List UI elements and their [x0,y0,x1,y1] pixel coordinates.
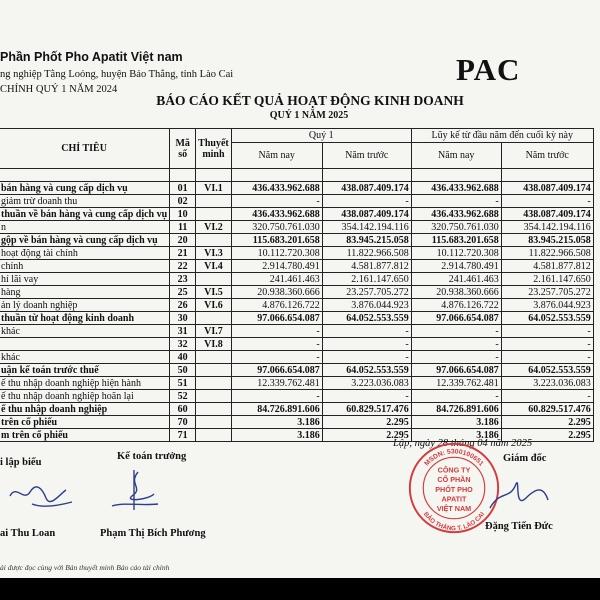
row-code: 31 [170,325,196,338]
row-luyke-nam-truoc: - [501,325,593,338]
row-quy-nam-truoc: - [322,351,411,364]
footnote: ải được đọc cùng với Bản thuyết minh Báo cáo tài chính [0,563,170,572]
preparer-signature [2,474,82,514]
row-code: 50 [170,364,196,377]
row-quy-nam-truoc: 60.829.517.476 [322,403,411,416]
table-row [0,208,593,221]
row-code: 20 [170,234,196,247]
row-luyke-nam-nay: 20.938.360.666 [411,286,501,299]
row-label: chính [0,260,170,273]
table-row [0,364,593,377]
table-row [0,195,593,208]
row-quy-nam-nay: 4.876.126.722 [231,299,322,312]
row-luyke-nam-truoc: - [501,390,593,403]
row-code: 60 [170,403,196,416]
row-code: 52 [170,390,196,403]
header-thuyet-minh: Thuyết minh [196,129,232,169]
table-row [0,234,593,247]
row-note [196,429,232,442]
row-luyke-nam-nay: - [411,390,501,403]
table-row [0,338,593,351]
table-row [0,325,593,338]
preparer-name: ai Thu Loan [0,528,56,539]
row-note: VI.4 [196,260,232,273]
row-quy-nam-nay: 97.066.654.087 [231,312,322,325]
director-signature [484,470,554,520]
row-luyke-nam-truoc: 23.257.705.272 [501,286,593,299]
row-quy-nam-truoc: - [322,338,411,351]
table-row [0,299,593,312]
row-luyke-nam-truoc: 64.052.553.559 [501,364,593,377]
accountant-signature [104,466,164,516]
row-quy-nam-truoc: 4.581.877.812 [322,260,411,273]
stamp-line3: APATIT [441,494,467,504]
row-code: 10 [170,208,196,221]
row-note: VI.3 [196,247,232,260]
row-luyke-nam-nay: 10.112.720.308 [411,247,501,260]
header-chi-tieu: CHỈ TIÊU [0,129,170,169]
row-quy-nam-truoc: 64.052.553.559 [322,364,411,377]
row-code: 71 [170,429,196,442]
report-subtitle: QUÝ 1 NĂM 2025 [269,110,349,121]
row-note [196,416,232,429]
row-quy-nam-nay: 12.339.762.481 [231,377,322,390]
table-row [0,221,593,234]
stamp-top-text: CÔNG TY [437,465,471,475]
row-label: thuần từ hoạt động kinh doanh [0,312,170,325]
row-label: hàng [0,286,170,299]
pac-logo: PAC [456,52,521,87]
table-row [0,260,593,273]
row-quy-nam-nay: 20.938.360.666 [231,286,322,299]
row-luyke-nam-nay: 2.914.780.491 [411,260,501,273]
row-note: VI.2 [196,221,232,234]
row-luyke-nam-nay: - [411,351,501,364]
row-quy-nam-truoc: 23.257.705.272 [322,286,411,299]
row-luyke-nam-truoc: 4.581.877.812 [501,260,593,273]
row-luyke-nam-nay: - [411,195,501,208]
table-row [0,312,593,325]
company-name: Phần Phốt Pho Apatit Việt nam [0,50,183,64]
row-quy-nam-truoc: 11.822.966.508 [322,247,411,260]
row-note: VI.7 [196,325,232,338]
row-quy-nam-truoc: 354.142.194.116 [322,221,411,234]
row-quy-nam-nay: 84.726.891.606 [231,403,322,416]
row-quy-nam-truoc: 3.876.044.923 [322,299,411,312]
row-code: 32 [170,338,196,351]
row-quy-nam-nay: 436.433.962.688 [231,208,322,221]
row-luyke-nam-truoc: 64.052.553.559 [501,312,593,325]
row-code: 01 [170,182,196,195]
row-label: m trên cổ phiếu [0,429,170,442]
row-luyke-nam-nay: 3.186 [411,416,501,429]
row-label: gộp về bán hàng và cung cấp dịch vụ [0,234,170,247]
screen-bottom-strip [0,578,600,600]
row-quy-nam-truoc: 2.295 [322,416,411,429]
row-note: VI.5 [196,286,232,299]
table-row [0,377,593,390]
row-note [196,208,232,221]
row-label: giảm trừ doanh thu [0,195,170,208]
row-code: 30 [170,312,196,325]
header-q-nam-truoc: Năm trước [322,143,411,169]
row-quy-nam-nay: 241.461.463 [231,273,322,286]
row-luyke-nam-nay: 320.750.761.030 [411,221,501,234]
row-luyke-nam-truoc: - [501,195,593,208]
row-code: 51 [170,377,196,390]
row-luyke-nam-truoc: - [501,351,593,364]
row-note [196,234,232,247]
row-label: ế thu nhập doanh nghiệp [0,403,170,416]
row-quy-nam-nay: 320.750.761.030 [231,221,322,234]
row-label: ế thu nhập doanh nghiệp hoãn lại [0,390,170,403]
row-luyke-nam-nay: 241.461.463 [411,273,501,286]
header-quy-1: Quý 1 [231,129,411,143]
row-note [196,403,232,416]
row-quy-nam-truoc: 2.295 [322,429,411,442]
svg-text:BẢO THẮNG T. LÀO CAI [422,511,486,532]
header-luy-ke: Lũy kế từ đầu năm đến cuối kỳ này [411,129,593,143]
row-luyke-nam-truoc: 438.087.409.174 [501,208,593,221]
row-label: n [0,221,170,234]
row-luyke-nam-truoc: 354.142.194.116 [501,221,593,234]
director-title: Giám đốc [503,453,547,464]
row-note [196,195,232,208]
row-quy-nam-nay: - [231,325,322,338]
table-row [0,390,593,403]
row-quy-nam-truoc: 438.087.409.174 [322,208,411,221]
row-luyke-nam-truoc: 3.876.044.923 [501,299,593,312]
row-label: ế thu nhập doanh nghiệp hiện hành [0,377,170,390]
table-row [0,273,593,286]
row-note [196,273,232,286]
row-quy-nam-nay: - [231,195,322,208]
row-luyke-nam-nay: 12.339.762.481 [411,377,501,390]
row-luyke-nam-nay: 84.726.891.606 [411,403,501,416]
director-name: Đặng Tiến Đức [485,521,553,532]
stamp-place: BẢO THẮNG T. LÀO CAI [421,510,487,533]
row-note [196,312,232,325]
stamp-line2: PHỐT PHO [435,484,473,494]
row-label: trên cổ phiếu [0,416,170,429]
row-code: 11 [170,221,196,234]
row-code: 22 [170,260,196,273]
row-luyke-nam-truoc: 83.945.215.058 [501,234,593,247]
row-luyke-nam-truoc: 2.295 [501,429,593,442]
row-code: 21 [170,247,196,260]
accountant-title: Kế toán trưởng [117,451,187,462]
preparer-title: i lập biểu [0,457,42,468]
company-address: ng nghiệp Tằng Loỏng, huyện Bảo Thắng, tỉnh Lào Cai [0,69,234,80]
row-note: VI.6 [196,299,232,312]
row-code: 26 [170,299,196,312]
row-label: hoạt động tài chính [0,247,170,260]
row-label: bán hàng và cung cấp dịch vụ [0,182,170,195]
stamp-line4: VIỆT NAM [436,504,472,514]
row-label: uận kế toán trước thuế [0,364,170,377]
row-quy-nam-nay: 115.683.201.658 [231,234,322,247]
accountant-name: Phạm Thị Bích Phương [100,528,206,539]
row-quy-nam-nay: - [231,338,322,351]
row-quy-nam-truoc: - [322,195,411,208]
stamp-line1: CỔ PHẦN [437,475,471,485]
row-quy-nam-truoc: - [322,390,411,403]
row-label [0,338,170,351]
stamp-number: MSDN: 5300100651 [423,448,485,468]
row-luyke-nam-truoc: 438.087.409.174 [501,182,593,195]
row-note [196,364,232,377]
row-luyke-nam-nay: 97.066.654.087 [411,312,501,325]
row-luyke-nam-truoc: - [501,338,593,351]
row-luyke-nam-nay: 97.066.654.087 [411,364,501,377]
table-row [0,416,593,429]
row-label: thuần về bán hàng và cung cấp dịch vụ [0,208,170,221]
row-note: VI.1 [196,182,232,195]
row-luyke-nam-nay: 115.683.201.658 [411,234,501,247]
row-label: ản lý doanh nghiệp [0,299,170,312]
row-quy-nam-truoc: 2.161.147.650 [322,273,411,286]
row-quy-nam-truoc: 64.052.553.559 [322,312,411,325]
row-quy-nam-truoc: 438.087.409.174 [322,182,411,195]
row-quy-nam-nay: 10.112.720.308 [231,247,322,260]
row-quy-nam-nay: - [231,351,322,364]
row-code: 02 [170,195,196,208]
header-q-nam-nay: Năm nay [231,143,322,169]
row-quy-nam-truoc: - [322,325,411,338]
report-title: BÁO CÁO KẾT QUẢ HOẠT ĐỘNG KINH DOANH [156,93,464,108]
row-quy-nam-truoc: 83.945.215.058 [322,234,411,247]
row-luyke-nam-nay: - [411,325,501,338]
income-statement-table [0,128,594,442]
row-luyke-nam-truoc: 2.295 [501,416,593,429]
row-quy-nam-nay: 3.186 [231,429,322,442]
report-period: CHÍNH QUÝ 1 NĂM 2024 [0,84,118,95]
row-note [196,377,232,390]
row-luyke-nam-nay: 436.433.962.688 [411,208,501,221]
row-luyke-nam-nay: 3.186 [411,429,501,442]
row-luyke-nam-truoc: 3.223.036.083 [501,377,593,390]
row-code: 25 [170,286,196,299]
row-quy-nam-nay: 3.186 [231,416,322,429]
row-luyke-nam-truoc: 2.161.147.650 [501,273,593,286]
header-ma-so: Mã số [170,129,196,169]
table-row [0,247,593,260]
row-luyke-nam-truoc: 60.829.517.476 [501,403,593,416]
signing-date: Lập, ngày 28 tháng 04 năm 2025 [393,438,533,449]
row-code: 40 [170,351,196,364]
table-row [0,286,593,299]
table-row [0,351,593,364]
table-row [0,182,593,195]
row-quy-nam-nay: - [231,390,322,403]
row-label: khác [0,351,170,364]
row-note [196,390,232,403]
row-code: 23 [170,273,196,286]
row-luyke-nam-nay: - [411,338,501,351]
row-note: VI.8 [196,338,232,351]
header-lk-nam-nay: Năm nay [411,143,501,169]
row-quy-nam-nay: 97.066.654.087 [231,364,322,377]
row-quy-nam-nay: 2.914.780.491 [231,260,322,273]
row-quy-nam-truoc: 3.223.036.083 [322,377,411,390]
table-row [0,403,593,416]
row-luyke-nam-nay: 436.433.962.688 [411,182,501,195]
header-lk-nam-truoc: Năm trước [501,143,593,169]
row-note [196,351,232,364]
row-luyke-nam-truoc: 11.822.966.508 [501,247,593,260]
row-code: 70 [170,416,196,429]
row-label: hí lãi vay [0,273,170,286]
row-quy-nam-nay: 436.433.962.688 [231,182,322,195]
row-label: khác [0,325,170,338]
row-luyke-nam-nay: 4.876.126.722 [411,299,501,312]
